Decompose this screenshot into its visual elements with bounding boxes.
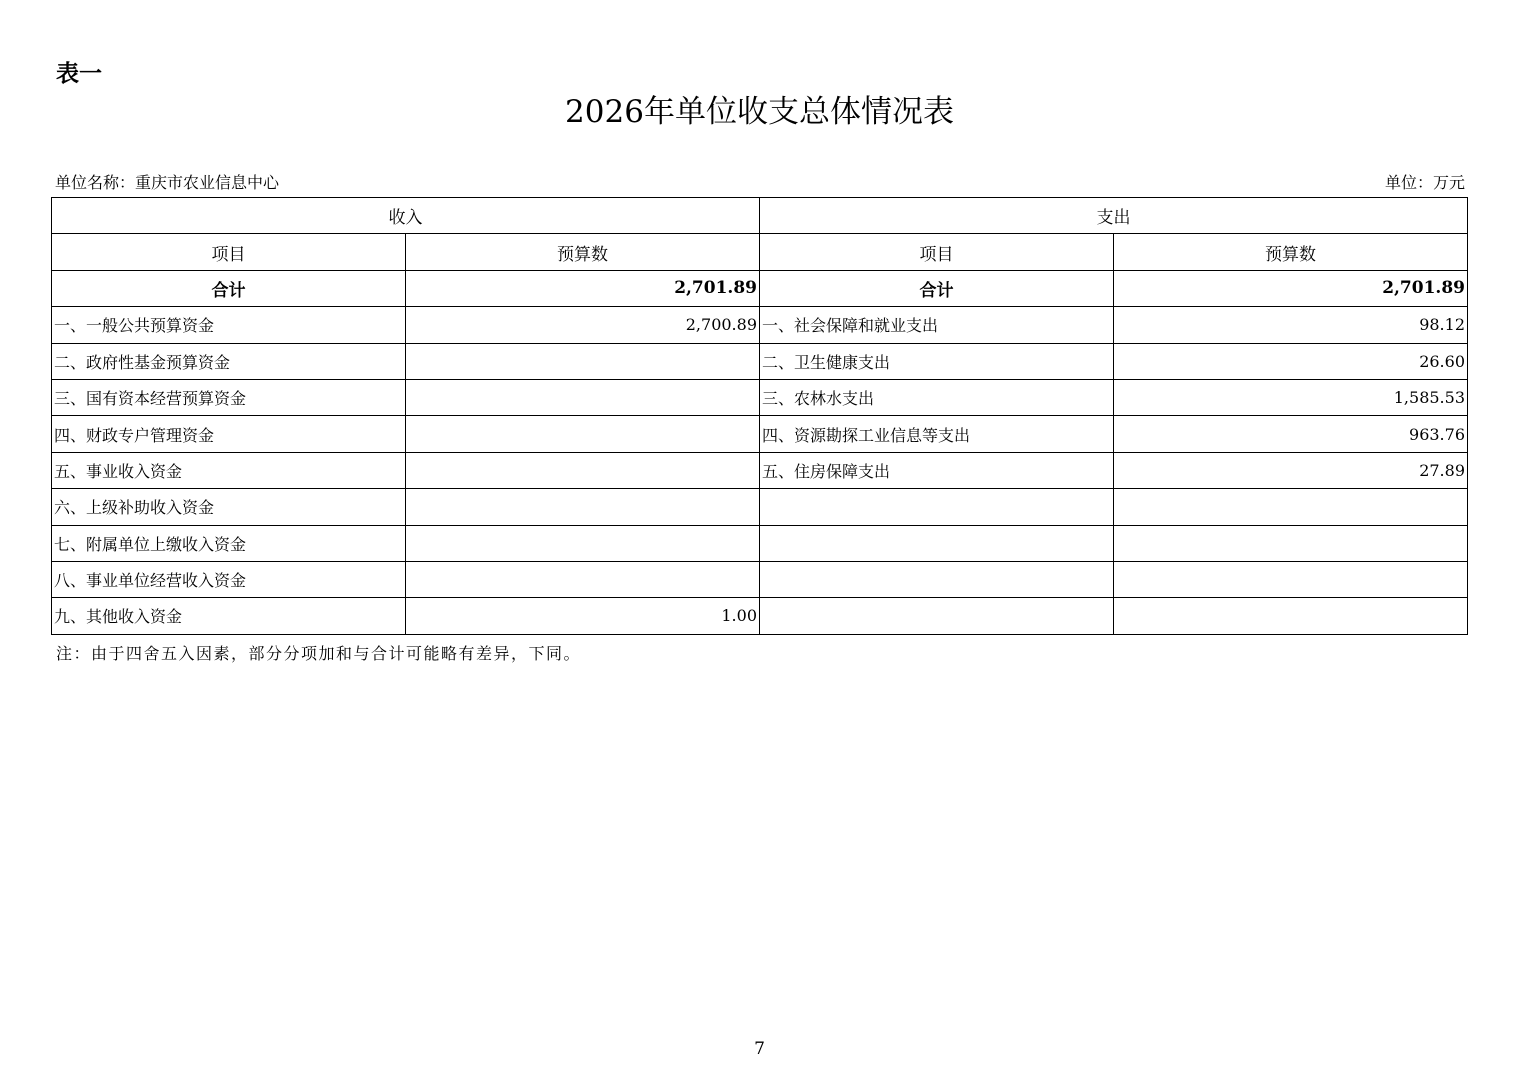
page-number: 7 [754,1039,765,1059]
table-row [52,598,1468,634]
expense-amount: 963.76 [1114,416,1468,452]
income-item: 七、附属单位上缴收入资金 [52,525,406,561]
income-total-value: 2,701.89 [406,270,760,306]
table-row [52,416,1468,452]
expense-item: 三、农林水支出 [760,379,1114,415]
income-amount [406,452,760,488]
table-row [52,525,1468,561]
expense-amount [1114,598,1468,634]
page-title: 2026年单位收支总体情况表 [565,94,954,130]
table-row [52,379,1468,415]
expense-amount [1114,561,1468,597]
section-header-row [52,198,1468,234]
expense-item-col-header: 项目 [760,234,1114,270]
expense-amount: 27.89 [1114,452,1468,488]
expense-item: 一、社会保障和就业支出 [760,307,1114,343]
income-item: 八、事业单位经营收入资金 [52,561,406,597]
unit-label: 单位：万元 [1384,173,1465,192]
expense-item [760,598,1114,634]
column-header-row [52,234,1468,270]
expense-item [760,561,1114,597]
unit-name: 单位名称：重庆市农业信息中心 [55,173,280,192]
expense-amount: 98.12 [1114,307,1468,343]
expense-item: 四、资源勘探工业信息等支出 [760,416,1114,452]
income-item: 五、事业收入资金 [52,452,406,488]
table-row [52,452,1468,488]
expense-total-value: 2,701.89 [1114,270,1468,306]
income-total-label: 合计 [52,270,406,306]
income-amount [406,561,760,597]
income-amount [406,525,760,561]
expense-amount [1114,489,1468,525]
income-amount [406,489,760,525]
table-row [52,307,1468,343]
income-item: 一、一般公共预算资金 [52,307,406,343]
expense-amount-col-header: 预算数 [1114,234,1468,270]
income-item: 九、其他收入资金 [52,598,406,634]
expense-amount: 1,585.53 [1114,379,1468,415]
table-row [52,489,1468,525]
meta-row [55,170,1465,192]
income-amount: 1.00 [406,598,760,634]
expense-item: 二、卫生健康支出 [760,343,1114,379]
income-amount [406,416,760,452]
expense-header: 支出 [760,198,1468,234]
table-row [52,561,1468,597]
expense-item: 五、住房保障支出 [760,452,1114,488]
income-amount [406,343,760,379]
total-row [52,270,1468,306]
expense-item [760,489,1114,525]
income-item: 三、国有资本经营预算资金 [52,379,406,415]
income-item: 二、政府性基金预算资金 [52,343,406,379]
footnote: 注：由于四舍五入因素，部分分项加和与合计可能略有差异，下同。 [56,644,582,663]
income-amount-col-header: 预算数 [406,234,760,270]
table-row [52,343,1468,379]
income-item: 四、财政专户管理资金 [52,416,406,452]
budget-table [51,197,1468,635]
expense-amount: 26.60 [1114,343,1468,379]
income-item: 六、上级补助收入资金 [52,489,406,525]
table-label: 表一 [56,61,102,87]
income-item-col-header: 项目 [52,234,406,270]
income-amount: 2,700.89 [406,307,760,343]
expense-item [760,525,1114,561]
expense-amount [1114,525,1468,561]
income-amount [406,379,760,415]
expense-total-label: 合计 [760,270,1114,306]
income-header: 收入 [52,198,760,234]
